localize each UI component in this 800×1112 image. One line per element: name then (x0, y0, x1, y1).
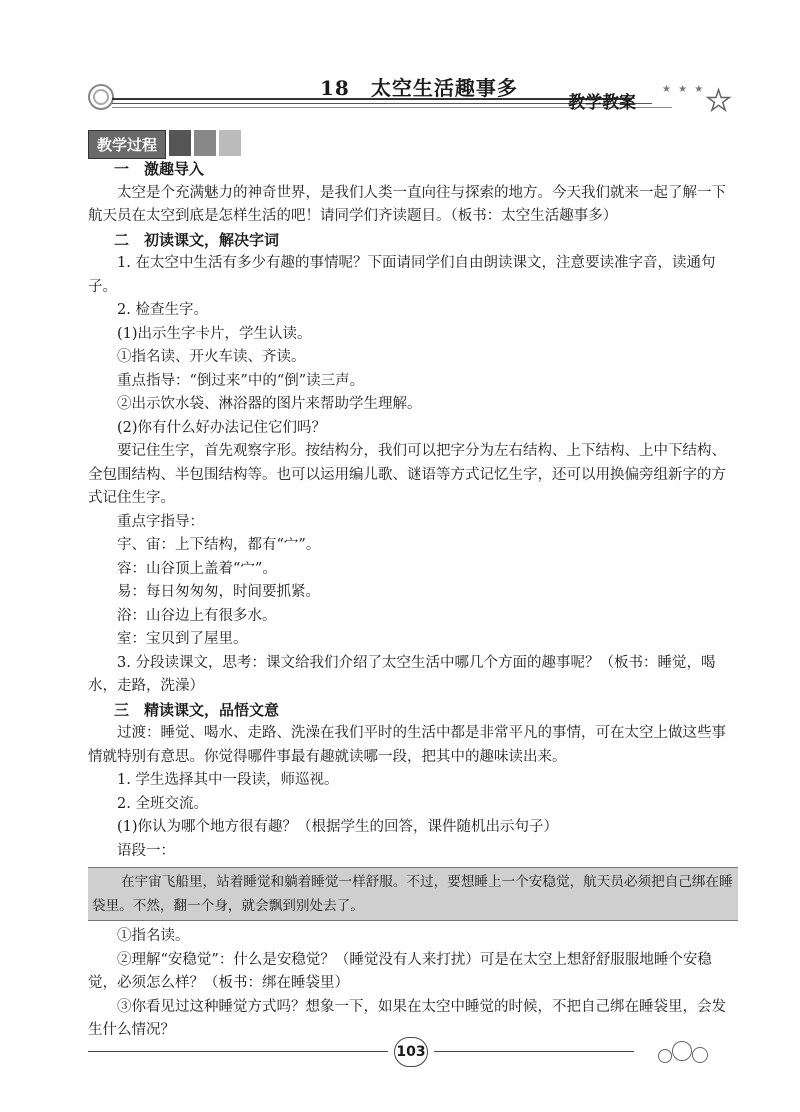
paragraph: ①指名读。 (117, 928, 190, 944)
section-tag-label: 教学过程 (88, 130, 166, 159)
lesson-title: 18 太空生活趣事多 (320, 76, 518, 100)
paragraph: ③你看见过这种睡觉方式吗？想象一下，如果在太空中睡觉的时候，不把自己绑在睡袋里，会发生什么情况？ (88, 998, 726, 1038)
footer-rule (88, 1051, 388, 1052)
paragraph: 2. 全班交流。 (117, 795, 208, 812)
paragraph: ①指名读、开火车读、齐读。 (117, 349, 306, 365)
paragraph: 过渡：睡觉、喝水、走路、洗澡在我们平时的生活中都是非常平凡的事情，可在太空上做这些事情就特别有意思。你觉得哪件事最有趣就读哪一段，把其中的趣味读出来。 (88, 725, 726, 765)
footer-rule (434, 1051, 634, 1052)
tag-square (194, 130, 216, 156)
paragraph: 1. 在太空中生活有多少有趣的事情呢？下面请同学们自由朗读课文，注意要读准字音，读通句子。 (88, 255, 716, 295)
paragraph: (1)出示生字卡片，学生认读。 (117, 325, 312, 342)
quote-text: 在宇宙飞船里，站着睡觉和躺着睡觉一样舒服。不过，要想睡上一个安稳觉，航天员必须把自己绑在睡袋里。不然，翻一个身，就会飘到别处去了。 (92, 874, 733, 914)
paragraph: 语段一： (117, 842, 175, 859)
swirl-inner-icon (93, 89, 109, 105)
section-heading: 二 初读课文，解决字词 (114, 230, 280, 249)
page-footer (88, 1035, 738, 1075)
paragraph: ②出示饮水袋、淋浴器的图片来帮助学生理解。 (117, 396, 422, 412)
tag-square (169, 130, 191, 156)
star-icon: ★ (706, 84, 732, 117)
paragraph: (2)你有什么好办法记住它们吗？ (117, 419, 327, 436)
quote-box (88, 867, 738, 921)
paragraph: 宇、宙：上下结构，都有“宀”。 (117, 537, 321, 553)
lesson-body (88, 158, 738, 1043)
section-heading: 三 精读课文，品悟文意 (114, 700, 280, 719)
paragraph: 3. 分段读课文，思考：课文给我们介绍了太空生活中哪几个方面的趣事呢？（板书：睡觉，喝水，走路，洗澡） (88, 654, 716, 694)
circle-icon (658, 1049, 672, 1063)
tag-square (219, 130, 241, 156)
circle-icon (672, 1041, 692, 1061)
header-tag: 教学教案 (568, 93, 636, 113)
paragraph: 重点指导：“倒过来”中的“倒”读三声。 (117, 372, 365, 389)
paragraph: 太空是个充满魅力的神奇世界，是我们人类一直向往与探索的地方。今天我们就来一起了解一下航天员在太空到底是怎样生活的吧！请同学们齐读题目。（板书：太空生活趣事多） (88, 184, 726, 224)
circle-icon (692, 1047, 708, 1063)
paragraph: 易：每日匆匆匆，时间要抓紧。 (117, 584, 320, 600)
paragraph: 室：宝贝到了屋里。 (117, 631, 248, 647)
paragraph: 浴：山谷边上有很多水。 (117, 607, 277, 624)
section-tag (88, 130, 241, 156)
paragraph: 重点字指导： (117, 513, 204, 530)
section-heading: 一 激趣导入 (114, 160, 205, 178)
paragraph: ②理解“安稳觉”：什么是安稳觉？（睡觉没有人来打扰）可是在太空上想舒舒服服地睡个安稳觉，必须怎么样？（板书：绑在睡袋里） (88, 951, 712, 991)
paragraph: (1)你认为哪个地方很有趣？（根据学生的回答，课件随机出示句子） (117, 819, 559, 835)
stars-icon: ★ ★ ★ (662, 84, 706, 95)
paragraph: 容：山谷顶上盖着“宀”。 (117, 560, 277, 577)
paragraph: 2. 检查生字。 (117, 302, 208, 318)
page-number: 103 (394, 1037, 428, 1067)
paragraph: 要记住生字，首先观察字形。按结构分，我们可以把字分为左右结构、上下结构、上中下结构、全包围结构、半包围结构等。也可以运用编儿歌、谜语等方式记忆生字，还可以用换偏旁组新字的方式记住生字。 (88, 443, 726, 506)
paragraph: 1. 学生选择其中一段读，师巡视。 (117, 772, 339, 788)
